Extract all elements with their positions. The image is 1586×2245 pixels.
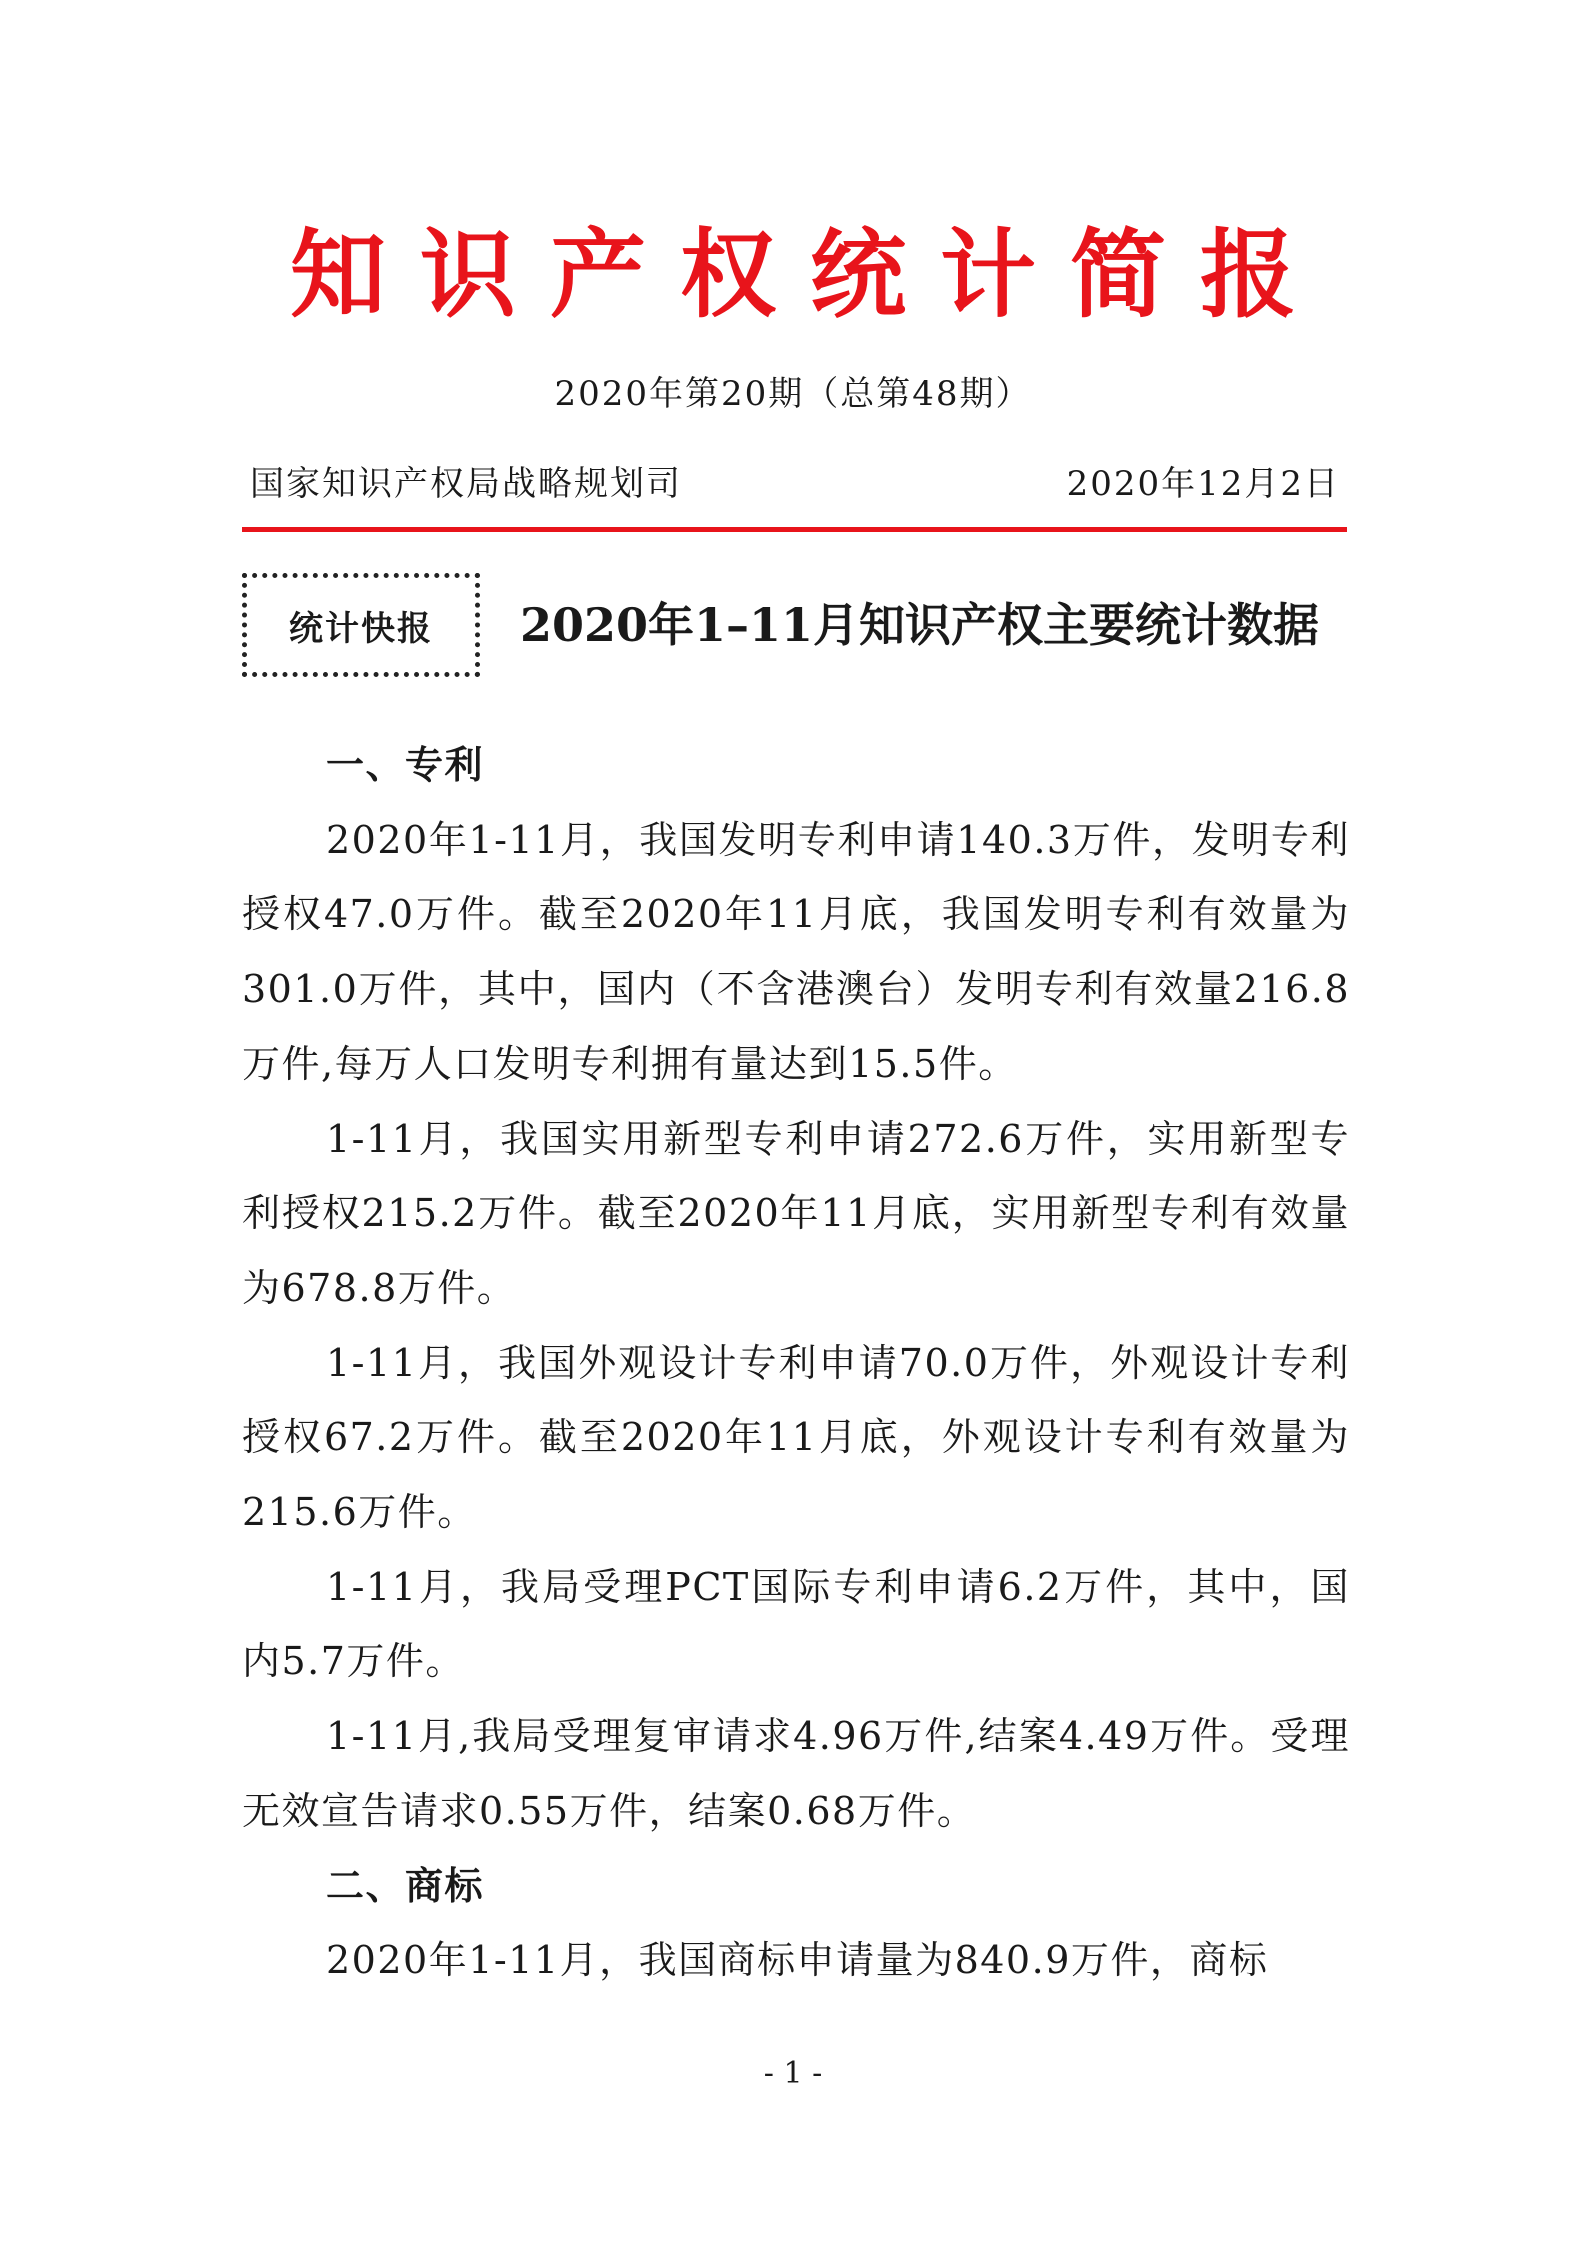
issue-number: 2020年第20期（总第48期） — [554, 374, 1032, 414]
section-heading-patent: 一、专利 — [326, 743, 485, 787]
article-title: 2020年1–11月知识产权主要统计数据 — [520, 598, 1320, 652]
publish-date: 2020年12月2日 — [1066, 464, 1340, 504]
section-heading-trademark: 二、商标 — [326, 1863, 485, 1908]
red-divider — [242, 527, 1347, 532]
patent-paragraph-review: 1-11月,我局受理复审请求4.96万件,结案4.49万件。受理无效宣告请求0.55万件，结案0.68万件。 — [242, 1714, 1350, 1833]
page-number: - 1 - — [763, 2056, 823, 2091]
masthead-title: 知识产权统计简报 — [290, 218, 1330, 331]
meta-row — [250, 462, 1340, 506]
article-tag: 统计快报 — [289, 608, 433, 649]
patent-paragraph-invention: 2020年1-11月，我国发明专利申请140.3万件，发明专利授权47.0万件。截至2020年11月底，我国发明专利有效量为301.0万件，其中，国内（不含港澳台）发明专利有效量216.8万件,每万人口发明专利拥有量达到15.5件。 — [242, 817, 1350, 1086]
article-tag-box — [242, 573, 480, 677]
article-body — [242, 728, 1350, 1998]
patent-paragraph-design: 1-11月，我国外观设计专利申请70.0万件，外观设计专利授权67.2万件。截至2020年11月底，外观设计专利有效量为215.6万件。 — [242, 1340, 1350, 1535]
patent-paragraph-utility-model: 1-11月，我国实用新型专利申请272.6万件，实用新型专利授权215.2万件。截至2020年11月底，实用新型专利有效量为678.8万件。 — [242, 1116, 1350, 1310]
organization: 国家知识产权局战略规划司 — [250, 464, 682, 504]
trademark-paragraph: 2020年1-11月，我国商标申请量为840.9万件，商标 — [326, 1938, 1269, 1983]
patent-paragraph-pct: 1-11月，我局受理PCT国际专利申请6.2万件，其中，国内5.7万件。 — [242, 1564, 1350, 1684]
